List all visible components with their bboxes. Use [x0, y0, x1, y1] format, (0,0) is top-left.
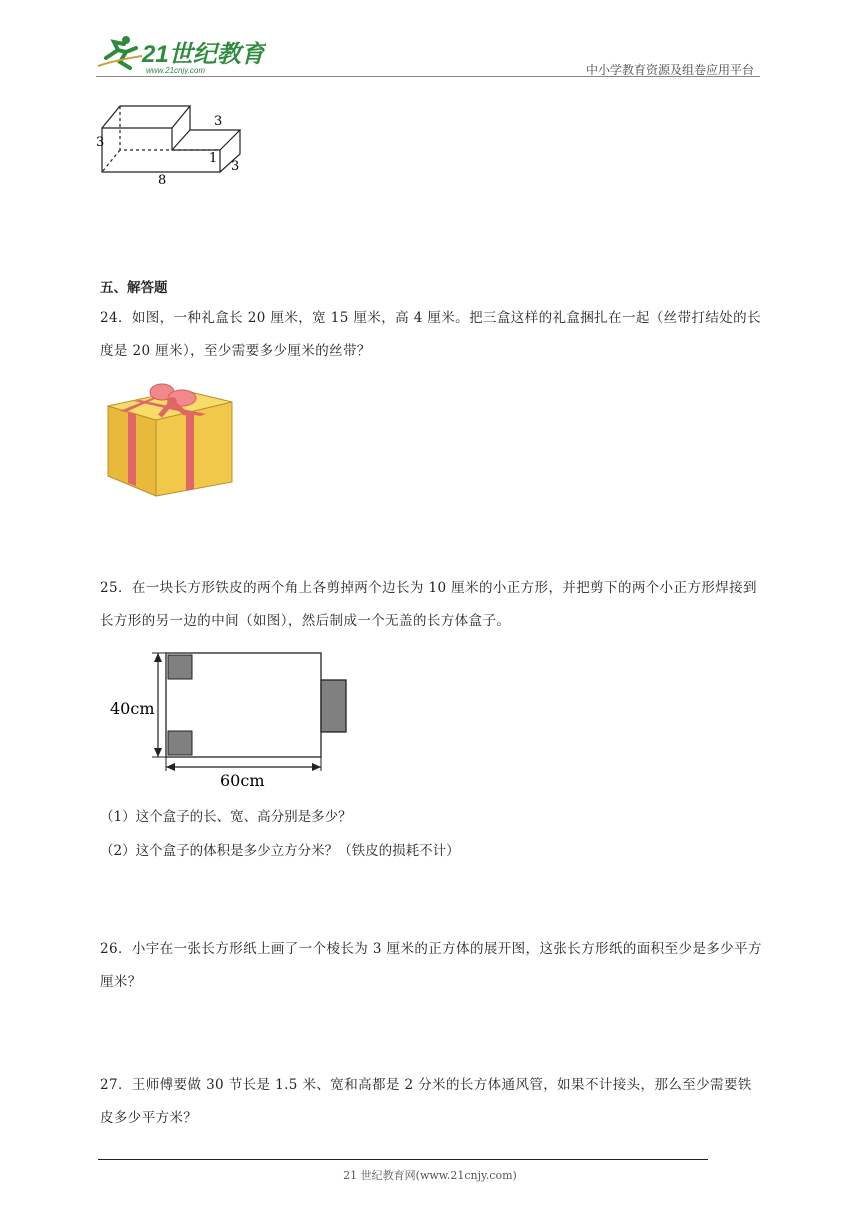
svg-text:21世纪教育: 21世纪教育	[142, 41, 265, 68]
section-title: 五、解答题	[100, 280, 168, 296]
svg-text:www.21cnjy.com: www.21cnjy.com	[146, 66, 205, 74]
label-left-height: 3	[96, 135, 105, 150]
question-25-part-2: （2）这个盒子的体积是多少立方分米？（铁皮的损耗不计）	[100, 843, 460, 859]
question-27: 27．王师傅要做 30 节长是 1.5 米、宽和高都是 2 分米的长方体通风管，如果不计接头，那么至少需要铁皮多少平方米？	[100, 1077, 752, 1126]
step-solid-figure	[96, 96, 256, 186]
site-logo	[96, 32, 266, 74]
label-width: 60cm	[220, 771, 265, 790]
question-26: 26．小宇在一张长方形纸上画了一个棱长为 3 厘米的正方体的展开图，这张长方形纸的面积至少是多少平方厘米？	[100, 941, 762, 990]
footer-text: 21 世纪教育网(www.21cnjy.com)	[343, 1169, 517, 1182]
gift-box-image	[104, 376, 234, 498]
label-inner: 1	[209, 151, 218, 166]
page-header	[96, 30, 760, 78]
question-25-part-1: （1）这个盒子的长、宽、高分别是多少？	[100, 809, 352, 825]
footer-divider	[98, 1159, 708, 1160]
header-divider	[96, 76, 760, 77]
label-height: 40cm	[110, 699, 155, 718]
runner-icon	[98, 36, 142, 68]
label-right-depth: 3	[231, 159, 240, 174]
sheet-metal-figure	[108, 646, 358, 790]
label-bottom-length: 8	[158, 173, 167, 186]
label-step-top: 3	[214, 114, 223, 129]
platform-name: 中小学教育资源及组卷应用平台	[585, 63, 754, 77]
question-24: 24．如图，一种礼盒长 20 厘米，宽 15 厘米，高 4 厘米。把三盒这样的礼盒捆扎在一起（丝带打结处的长度是 20 厘米），至少需要多少厘米的丝带？	[100, 310, 761, 359]
question-25: 25．在一块长方形铁皮的两个角上各剪掉两个边长为 10 厘米的小正方形，并把剪下的两个小正方形焊接到长方形的另一边的中间（如图），然后制成一个无盖的长方体盒子。	[100, 580, 757, 629]
